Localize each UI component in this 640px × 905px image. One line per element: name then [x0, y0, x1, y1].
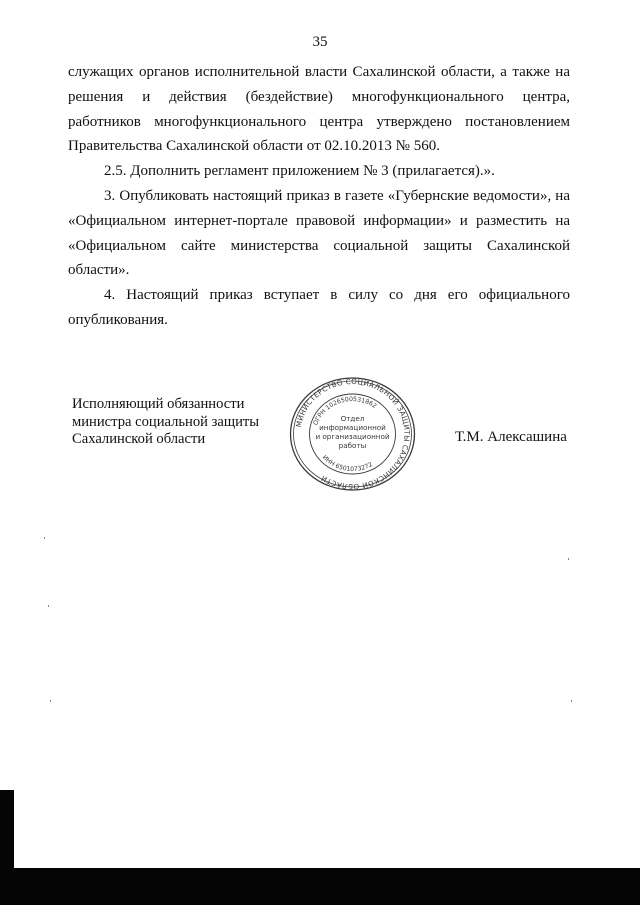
scan-border-bottom: [0, 868, 640, 905]
signatory-title-line: министра социальной защиты: [72, 413, 260, 430]
seal-inn: ИНН 6501073272: [320, 454, 374, 474]
seal-center-line: работы: [338, 441, 367, 450]
seal-outer-text: МИНИСТЕРСТВО СОЦИАЛЬНОЙ ЗАЩИТЫ САХАЛИНСКОЙ ОБЛАСТИ: [293, 376, 412, 492]
seal-center-line: информационной: [319, 423, 386, 432]
signatory-title-line: Исполняющий обязанности: [72, 396, 245, 412]
signatory-title: [72, 396, 259, 449]
signatory-name: Т.М. Алексашина: [455, 429, 567, 445]
paragraph-3: 3. Опубликовать настоящий приказ в газете «Губернские ведомости», на «Официальном интернет-портале правовой информации» и разместить на «Официальном сайте министерства социальной защиты Сахалинской области».: [68, 187, 570, 279]
seal-ogrn: ОГРН 1026500531862: [312, 395, 378, 427]
scan-speck: [50, 700, 51, 702]
scan-speck: [571, 700, 572, 702]
scan-speck: [48, 605, 49, 607]
document-body: [68, 60, 570, 333]
paragraph-continuation: служащих органов исполнительной власти Сахалинской области, а также на решения и действия (бездействие) многофункционального центра, работников многофункционального центра утверждено постановлением Правительства Сахалинской области от 02.10.2013 № 560.: [68, 64, 570, 155]
seal-center-line: Отдел: [340, 414, 365, 423]
paragraph-4: 4. Настоящий приказ вступает в силу со дня его официального опубликования.: [68, 287, 570, 328]
signatory-title-line: Сахалинской области: [72, 431, 206, 447]
official-seal: [285, 375, 420, 493]
scan-speck: [568, 558, 569, 560]
scan-speck: [44, 537, 45, 539]
paragraph-2-5: 2.5. Дополнить регламент приложением № 3 (прилагается).».: [104, 163, 495, 180]
page-number: 35: [312, 34, 328, 50]
seal-center-line: и организационной: [315, 432, 390, 441]
svg-text:ИНН 6501073272: [321, 454, 374, 473]
